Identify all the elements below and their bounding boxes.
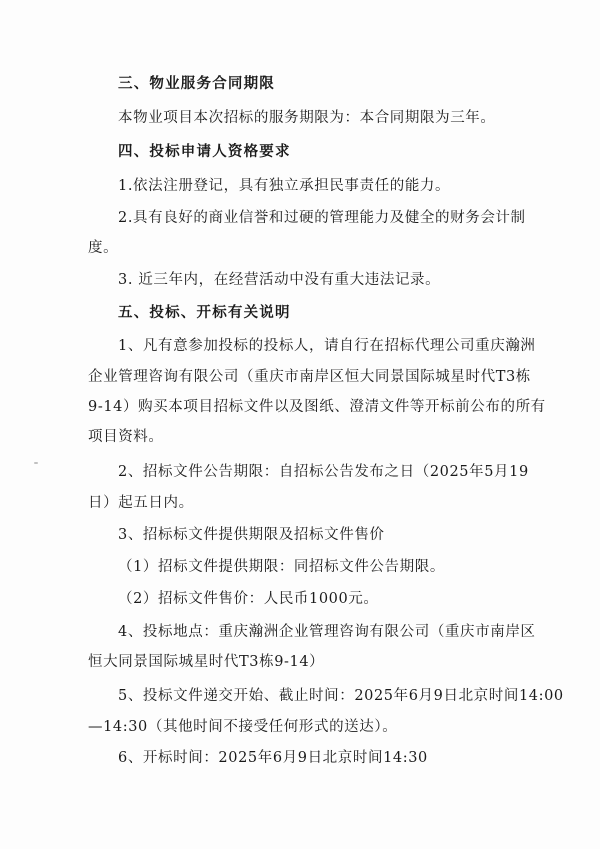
bidding-item-6: 6、开标时间：2025年6月9日北京时间14:30 <box>118 750 428 766</box>
scan-speck <box>34 462 38 464</box>
bidding-item-3-1: （1）招标文件提供期限：同招标文件公告期限。 <box>118 559 445 575</box>
qualification-item-2: 2.具有良好的商业信誉和过硬的管理能力及健全的财务会计制 <box>118 210 526 226</box>
bidding-item-5-line1: 5、投标文件递交开始、截止时间：2025年6月9日北京时间14:00 <box>118 688 564 704</box>
bidding-item-4-line2: 恒大同景国际城星时代T3栋9-14） <box>88 654 325 670</box>
bidding-item-2-line2: 日）起五日内。 <box>88 495 194 511</box>
qualification-item-1: 1.依法注册登记，具有独立承担民事责任的能力。 <box>118 178 451 194</box>
bidding-item-3: 3、招标标文件提供期限及招标文件售价 <box>118 527 385 543</box>
section-heading-contract-period: 三、物业服务合同期限 <box>118 75 275 92</box>
bidding-item-1-line3: 9-14）购买本项目招标文件以及图纸、澄清文件等开标前公布的所有 <box>88 399 546 415</box>
section-heading-qualification: 四、投标申请人资格要求 <box>118 143 291 160</box>
qualification-item-3: 3. 近三年内，在经营活动中没有重大违法记录。 <box>118 272 441 288</box>
bidding-item-1-line4: 项目资料。 <box>88 429 164 445</box>
bidding-item-4-line1: 4、投标地点：重庆瀚洲企业管理咨询有限公司（重庆市南岸区 <box>118 624 536 640</box>
contract-period-text: 本物业项目本次招标的服务期限为：本合同期限为三年。 <box>118 110 496 126</box>
bidding-item-3-2: （2）招标文件售价：人民币1000元。 <box>118 591 379 607</box>
bidding-item-5-line2: —14:30（其他时间不接受任何形式的送达）。 <box>88 719 398 735</box>
bidding-item-1-line1: 1、凡有意参加投标的投标人，请自行在招标代理公司重庆瀚洲 <box>118 338 536 354</box>
bidding-item-1-line2: 企业管理咨询有限公司（重庆市南岸区恒大同景国际城星时代T3栋 <box>88 369 531 385</box>
bidding-item-2-line1: 2、招标文件公告期限：自招标公告发布之日（2025年5月19 <box>118 464 529 480</box>
qualification-item-2-cont: 度。 <box>88 240 119 256</box>
section-heading-bidding: 五、投标、开标有关说明 <box>118 304 291 321</box>
